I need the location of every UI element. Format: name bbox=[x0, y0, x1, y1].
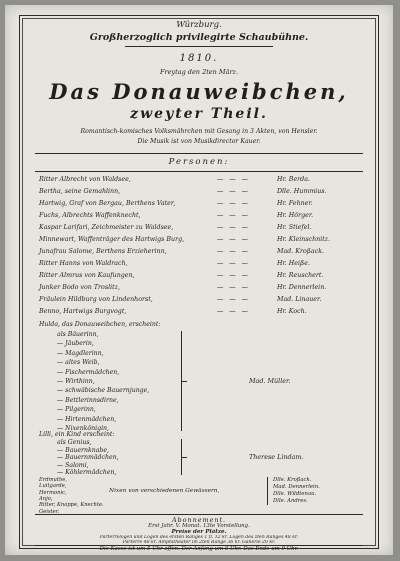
role-variant: — Fischermädchen, bbox=[57, 368, 120, 376]
cast-actor: Mad. Kroßack. bbox=[277, 248, 325, 255]
role-variant: — schwäbische Bauernjunge, bbox=[57, 387, 150, 395]
cast-role: Ritter Almrus von Kaufungen, bbox=[39, 272, 135, 279]
cast-dash: — — — bbox=[217, 308, 250, 315]
cast-role: Benno, Hartwigs Burgvogt, bbox=[39, 308, 127, 315]
cast-dash: — — — bbox=[217, 284, 250, 291]
cast-row bbox=[39, 270, 369, 282]
cast-role: Hartwig, Graf von Bergau, Berthens Vater, bbox=[39, 200, 176, 207]
playbill-sheet bbox=[5, 5, 393, 555]
cast-actor: Mad. Linauer. bbox=[277, 296, 322, 303]
role-variant: Anjo, bbox=[39, 495, 53, 502]
role-variant: — Bettlerinnsdirne, bbox=[57, 396, 119, 404]
role-variant: Hermonic, bbox=[39, 489, 67, 496]
role-variant: Erdmuthe, bbox=[39, 477, 67, 483]
cast-row bbox=[39, 306, 369, 318]
cast-actor: Hr. Koch. bbox=[277, 308, 307, 315]
cast-row bbox=[39, 294, 369, 306]
play-subtitle: zweyter Theil. bbox=[130, 106, 268, 122]
role-variant: — Köhlermädchen, bbox=[57, 469, 117, 477]
cast-role: Ritter Hanns von Waldrach, bbox=[39, 260, 128, 267]
cast-row bbox=[39, 282, 369, 294]
prices-line-1: Parterrelogen und Logen des ersten Ranges 1 fl. 12 kr. Logen des zten Ranges 48 kr. bbox=[99, 535, 299, 540]
cast-actor: Hr. Stiefel. bbox=[277, 224, 312, 231]
cast-dash: — — — bbox=[217, 188, 250, 195]
nixen-actor: Dlle. Andres. bbox=[273, 498, 308, 504]
cast-actor: Hr. Heiße. bbox=[277, 260, 310, 267]
cast-actor: Hr. Kleinschnitz. bbox=[277, 236, 331, 243]
cast-actor: Hr. Fehner. bbox=[277, 200, 313, 207]
play-title: Das Donauweibchen, bbox=[49, 79, 349, 104]
cast-actor: Hr. Berda. bbox=[277, 176, 310, 183]
hulda-actor: Mad. Müller. bbox=[249, 377, 291, 385]
cast-dash: — — — bbox=[217, 212, 250, 219]
divider bbox=[35, 514, 363, 515]
divider bbox=[35, 545, 363, 546]
lilli-actor: Therese Lindam. bbox=[249, 453, 304, 461]
cast-actor: Dlle. Hummius. bbox=[277, 188, 327, 195]
cast-actor: Hr. Dennerlein. bbox=[277, 284, 327, 291]
cast-role: Junafrau Salome, Berthens Erzieherinn, bbox=[39, 248, 167, 255]
role-variant: — Bauernknabe, bbox=[57, 446, 109, 454]
cast-dash: — — — bbox=[217, 260, 250, 267]
cast-row bbox=[39, 174, 369, 186]
cast-dash: — — — bbox=[217, 272, 250, 279]
play-description: Romantisch-komisches Volksmährchen mit Gesang in 3 Akten, von Hensler. bbox=[80, 128, 318, 135]
cast-actor: Hr. Reuschert. bbox=[277, 272, 324, 279]
cast-role: Minnewart, Waffenträger des Hartwigs Burg, bbox=[39, 236, 185, 243]
cast-role: Fuchs, Albrechts Waffenknecht, bbox=[39, 212, 141, 219]
prices-line-2: Parterre 48 kr. Amphitheater im 2ten Range 36 kr. Gallerie 20 kr. bbox=[122, 540, 276, 545]
cast-role: Bertha, seine Gemahlinn, bbox=[39, 188, 121, 195]
cast-row bbox=[39, 258, 369, 270]
role-variant: — altes Weib, bbox=[57, 359, 100, 367]
subscription-heading: Abonnement. bbox=[171, 516, 227, 524]
cast-row bbox=[39, 234, 369, 246]
nixen-description: Nixen von verschiedenen Gewässern, bbox=[109, 488, 220, 494]
cast-role: Kaspar Larifari, Zeichmeister zu Waldsee, bbox=[39, 224, 174, 231]
role-variant: als Bäuerinn, bbox=[57, 331, 99, 338]
nixen-actor: Dlle. Wildtenau. bbox=[273, 491, 317, 497]
cast-row bbox=[39, 210, 369, 222]
role-variant: Ritter, Knappe, Knechte. bbox=[39, 502, 104, 509]
footer-times: Die Kasse ist um 5 Uhr offen. Der Anfang um 6 Uhr. Das Ende um 9 Uhr. bbox=[99, 546, 299, 552]
role-variant: Luitgarde, bbox=[39, 483, 67, 490]
cast-row bbox=[39, 222, 369, 234]
cast-dash: — — — bbox=[217, 236, 250, 243]
role-variant: Geister. bbox=[39, 508, 60, 515]
cast-actor: Hr. Hörger. bbox=[277, 212, 314, 219]
cast-row bbox=[39, 186, 369, 198]
nixen-actor: Mad. Dennerlein. bbox=[273, 484, 320, 490]
divider bbox=[35, 171, 363, 172]
cast-dash: — — — bbox=[217, 200, 250, 207]
year: 1810. bbox=[179, 53, 219, 64]
cast-row bbox=[39, 198, 369, 210]
divider bbox=[35, 153, 363, 154]
subscription-line: Erst Jahr. V. Monat. 13te Vorstellung. bbox=[148, 523, 250, 529]
brace-point bbox=[181, 381, 187, 382]
cast-dash: — — — bbox=[217, 296, 250, 303]
cast-dash: — — — bbox=[217, 224, 250, 231]
cast-row bbox=[39, 246, 369, 258]
role-variant: — Jäuberin, bbox=[57, 340, 94, 348]
institution-heading: Großherzoglich privilegirte Schaubühne. bbox=[89, 32, 309, 43]
cast-role: Fräulein Hildburg von Lindenhorst, bbox=[39, 296, 153, 303]
divider bbox=[125, 46, 273, 47]
brace bbox=[267, 477, 268, 505]
role-variant: — Pilgerinn, bbox=[57, 406, 96, 414]
cast-role: Ritter Albrecht von Waldsee, bbox=[39, 176, 131, 183]
cast-heading: Personen: bbox=[168, 157, 230, 167]
hulda-line: Hulda, das Donauweibchen, erscheint: bbox=[39, 321, 161, 328]
prices-heading: Preise der Plätze. bbox=[171, 529, 227, 535]
role-variant: — Hirtenmädchen, bbox=[57, 415, 117, 423]
nixen-actor: Dlle. Kroßack. bbox=[273, 477, 312, 483]
music-credit: Die Musik ist von Musikdirector Kauer. bbox=[137, 138, 261, 145]
cast-dash: — — — bbox=[217, 248, 250, 255]
brace-point bbox=[181, 457, 187, 458]
role-variant: — Salomi, bbox=[57, 461, 89, 469]
role-variant: — Bauernmädchen, bbox=[57, 454, 119, 462]
city-heading: Würzburg. bbox=[176, 20, 222, 30]
role-variant: als Genius, bbox=[57, 439, 92, 446]
performance-date: Freytag den 2ten März. bbox=[159, 68, 239, 76]
role-variant: — Nixenkönigin, bbox=[57, 425, 110, 432]
cast-role: Junker Bodo von Troslitz, bbox=[39, 284, 120, 291]
cast-dash: — — — bbox=[217, 176, 250, 183]
role-variant: — Wirthinn, bbox=[57, 378, 95, 385]
role-variant: — Magdlerinn, bbox=[57, 349, 104, 357]
lilli-line: Lilli, ein Kind erscheint: bbox=[39, 431, 115, 438]
